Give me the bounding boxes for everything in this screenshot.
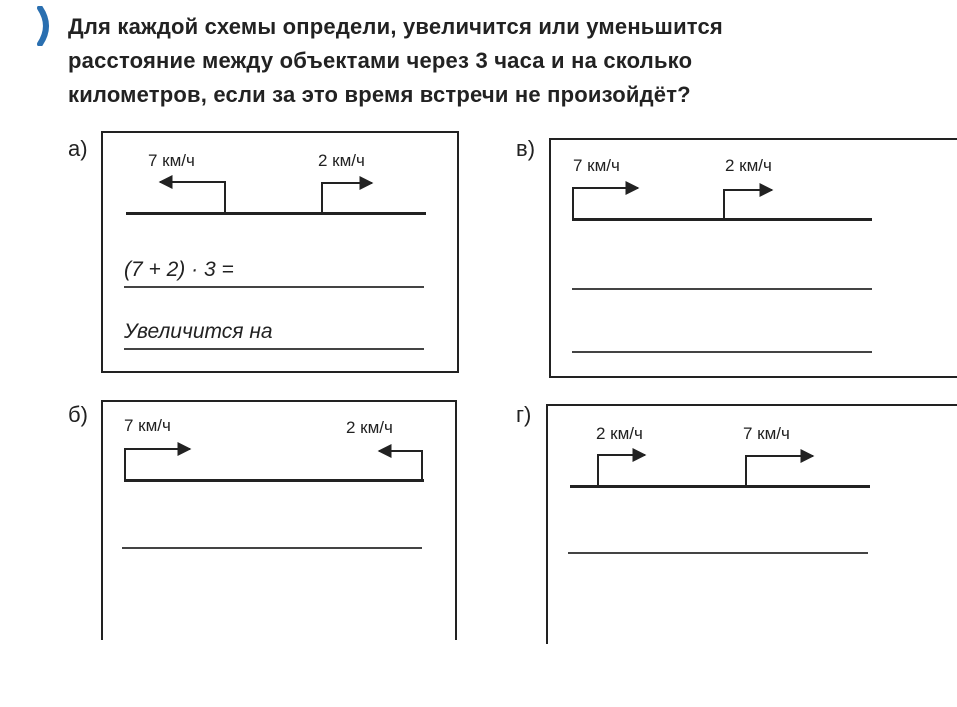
task-text-line-2: расстояние между объектами через 3 часа и на сколько [68, 48, 693, 73]
scheme-g-left-arrow [598, 455, 645, 486]
scheme-a-right-speed: 2 км/ч [318, 151, 365, 170]
scheme-a-answer-expression: (7 + 2) · 3 = [124, 258, 234, 281]
scheme-g-left-speed: 2 км/ч [596, 424, 643, 443]
scheme-b-left-speed: 7 км/ч [124, 416, 171, 435]
scheme-b-label: б) [68, 402, 88, 427]
scheme-a-left-speed: 7 км/ч [148, 151, 195, 170]
scheme-b-left-arrow [125, 449, 190, 480]
scheme-v-right-speed: 2 км/ч [725, 156, 772, 175]
scheme-a-label: а) [68, 136, 88, 161]
scheme-v-right-arrow [724, 190, 772, 219]
scheme-b-right-arrow [379, 451, 422, 480]
scheme-g-right-speed: 7 км/ч [743, 424, 790, 443]
scheme-v-left-speed: 7 км/ч [573, 156, 620, 175]
task-text-line-3: километров, если за это время встречи не произойдёт? [68, 82, 691, 107]
scheme-g-right-arrow [746, 456, 813, 486]
scheme-b-right-speed: 2 км/ч [346, 418, 393, 437]
scheme-v-left-arrow [573, 188, 638, 219]
scheme-g-label: г) [516, 402, 532, 427]
scheme-v-label: в) [516, 136, 536, 161]
scheme-a-left-arrow [160, 182, 225, 213]
task-text-line-1: Для каждой схемы определи, увеличится или уменьшится [68, 14, 723, 39]
scheme-a-answer-text: Увеличится на [124, 320, 273, 343]
scheme-a-right-arrow [322, 183, 372, 213]
